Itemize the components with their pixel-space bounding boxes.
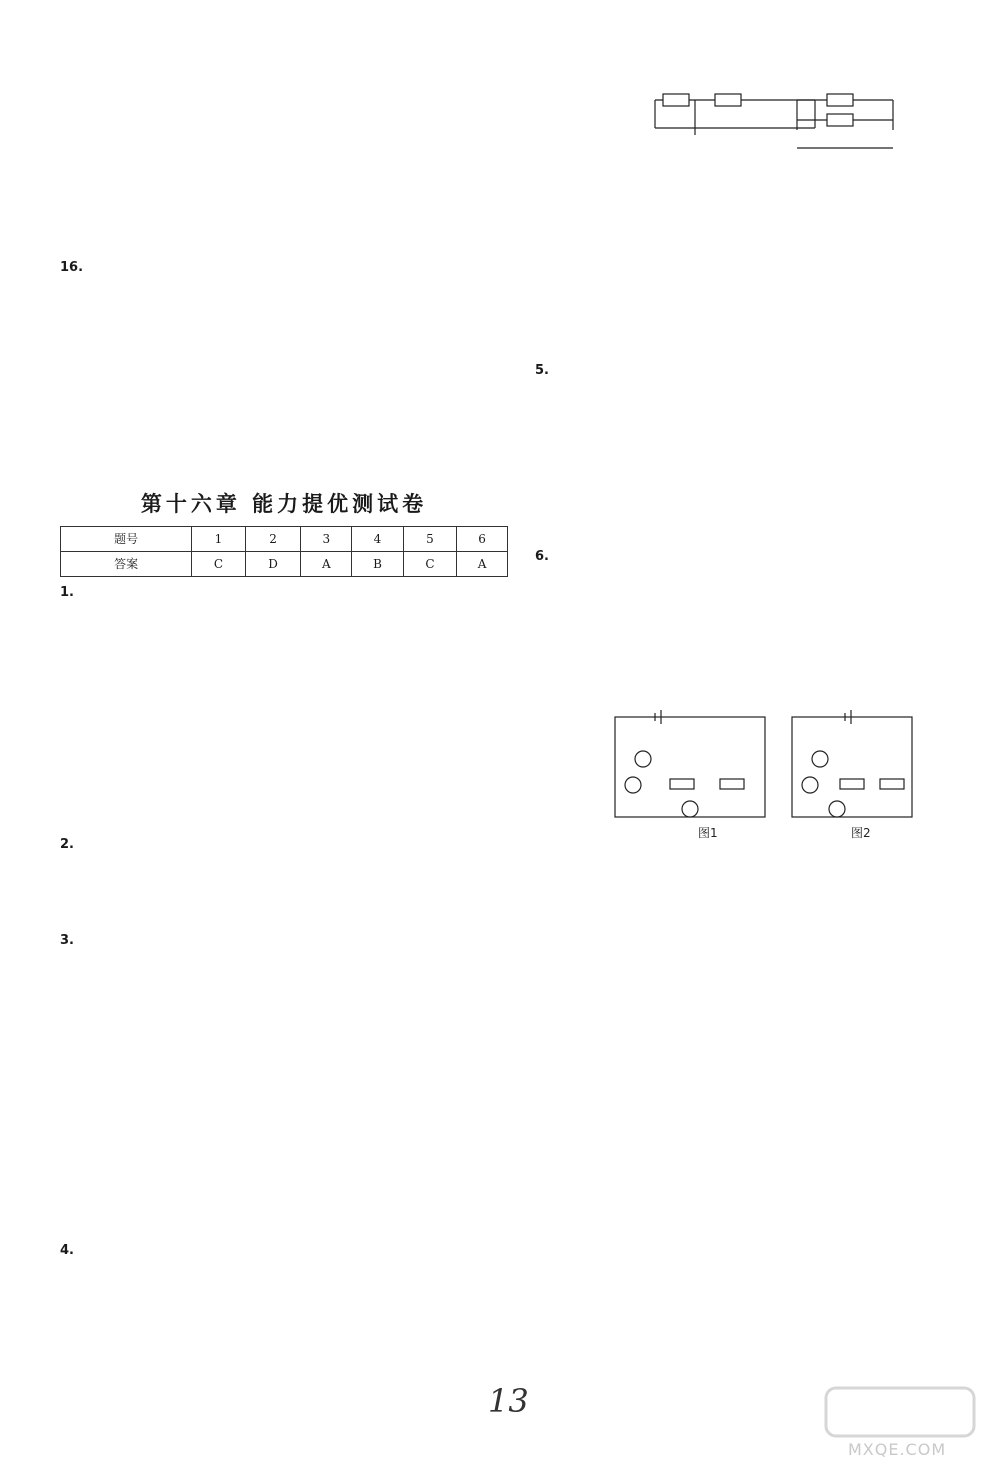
answer-cell: A: [301, 552, 352, 577]
figure-1-caption: 图1: [698, 826, 718, 840]
solution-3: [60, 929, 508, 1239]
answer-16: [60, 256, 508, 482]
answer-table-answer-row: [61, 552, 508, 577]
right-column: [535, 60, 945, 1351]
answer-cell: C: [403, 552, 456, 577]
question-number: 3.: [60, 933, 74, 948]
page-number: 13: [488, 1382, 529, 1420]
question-cell: 1: [192, 527, 245, 552]
question-cell: 5: [403, 527, 456, 552]
answer-cell: A: [457, 552, 508, 577]
question-number: 6.: [535, 549, 549, 564]
question-number: 16.: [60, 260, 84, 275]
chapter-title: 第十六章 能力提优测试卷: [140, 492, 428, 516]
question-cell: 6: [457, 527, 508, 552]
question-cell: 4: [352, 527, 404, 552]
solution-4-continued: [535, 179, 945, 359]
question-number: 1.: [60, 585, 74, 600]
series-parallel-diagrams: [535, 60, 945, 170]
header-label: 题号: [61, 527, 192, 552]
solution-6-continued: [535, 851, 945, 1351]
watermark-text: MXQE.COM: [848, 1440, 947, 1459]
solution-continuation: [60, 60, 508, 256]
figure-2-caption: 图2: [851, 826, 871, 840]
answer-cell: C: [192, 552, 245, 577]
answer-cell: B: [352, 552, 404, 577]
left-column: [60, 60, 508, 1339]
answer-table: [60, 526, 508, 577]
answer-label: 答案: [61, 552, 192, 577]
solution-6: [535, 545, 945, 707]
circuit-figures: [535, 707, 945, 842]
question-number: 2.: [60, 837, 74, 852]
question-cell: 2: [245, 527, 301, 552]
question-number: 5.: [535, 363, 549, 378]
question-cell: 3: [301, 527, 352, 552]
solution-1: [60, 581, 508, 833]
solution-5: [535, 359, 945, 545]
solution-4: [60, 1239, 508, 1339]
question-number: 4.: [60, 1243, 74, 1258]
answer-table-header-row: [61, 527, 508, 552]
solution-2: [60, 833, 508, 929]
answer-cell: D: [245, 552, 301, 577]
